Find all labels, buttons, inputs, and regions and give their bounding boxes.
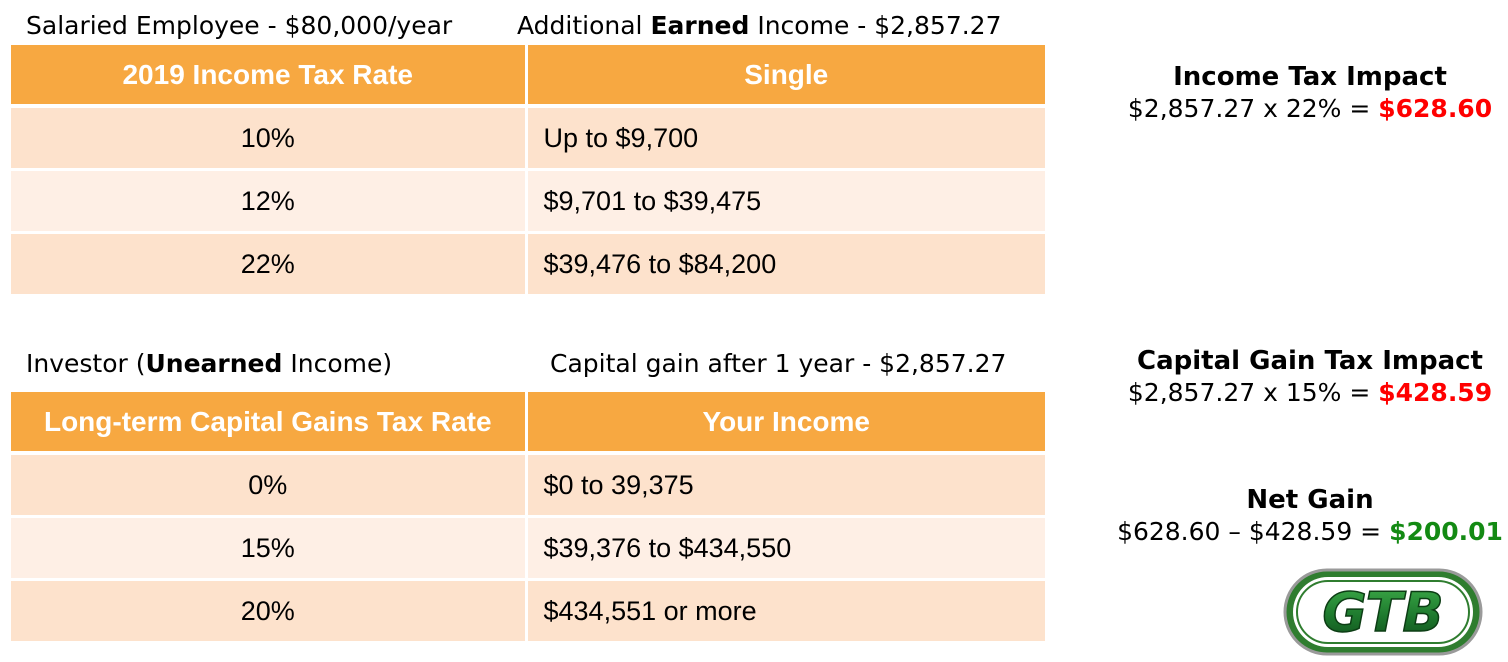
net-gain-result: $200.01 bbox=[1389, 517, 1503, 547]
capital-gain-caption: Capital gain after 1 year - $2,857.27 bbox=[550, 349, 1007, 378]
earned-income-caption bbox=[517, 13, 1001, 38]
investor-caption-post: Income) bbox=[282, 349, 393, 378]
investor-caption-bold: Unearned bbox=[145, 349, 283, 378]
range-cell: $0 to 39,375 bbox=[526, 453, 1045, 517]
range-cell: Up to $9,700 bbox=[526, 106, 1045, 170]
rate-cell: 12% bbox=[11, 170, 526, 233]
income-tax-impact bbox=[1112, 62, 1508, 126]
capital-gain-tax-impact bbox=[1112, 346, 1508, 410]
gtb-logo-text: GTB bbox=[1322, 581, 1444, 644]
earned-income-caption-bold: Earned bbox=[650, 11, 750, 40]
net-gain-formula-text: $628.60 – $428.59 = bbox=[1117, 517, 1390, 547]
column-header-rate: 2019 Income Tax Rate bbox=[11, 45, 526, 106]
net-gain-formula bbox=[1112, 516, 1508, 549]
rate-cell: 20% bbox=[11, 580, 526, 643]
table-row bbox=[11, 453, 1045, 517]
table-header-row bbox=[11, 45, 1045, 106]
income-tax-impact-formula bbox=[1112, 93, 1508, 126]
income-tax-impact-title: Income Tax Impact bbox=[1173, 62, 1447, 92]
range-cell: $434,551 or more bbox=[526, 580, 1045, 643]
investor-caption-pre: Investor ( bbox=[26, 349, 146, 378]
capital-gain-result: $428.59 bbox=[1378, 378, 1493, 408]
capital-gain-tax-impact-title: Capital Gain Tax Impact bbox=[1137, 346, 1483, 376]
column-header-single: Single bbox=[526, 45, 1045, 106]
table-header-row bbox=[11, 392, 1045, 453]
gtb-logo bbox=[1283, 567, 1483, 657]
net-gain bbox=[1112, 485, 1508, 549]
rate-cell: 15% bbox=[11, 517, 526, 580]
table-row bbox=[11, 580, 1045, 643]
net-gain-title: Net Gain bbox=[1246, 485, 1374, 515]
income-tax-table bbox=[11, 45, 1045, 297]
earned-income-caption-post: Income - $2,857.27 bbox=[749, 11, 1002, 40]
rate-cell: 22% bbox=[11, 233, 526, 296]
range-cell: $39,476 to $84,200 bbox=[526, 233, 1045, 296]
investor-caption bbox=[26, 351, 392, 376]
income-tax-result: $628.60 bbox=[1378, 94, 1493, 124]
table-row bbox=[11, 517, 1045, 580]
salaried-employee-caption: Salaried Employee - $80,000/year bbox=[26, 11, 453, 40]
table-row bbox=[11, 233, 1045, 296]
capital-gains-table bbox=[11, 392, 1045, 644]
range-cell: $9,701 to $39,475 bbox=[526, 170, 1045, 233]
column-header-rate: Long-term Capital Gains Tax Rate bbox=[11, 392, 526, 453]
column-header-income: Your Income bbox=[526, 392, 1045, 453]
income-tax-formula-text: $2,857.27 x 22% = bbox=[1127, 94, 1379, 124]
rate-cell: 10% bbox=[11, 106, 526, 170]
range-cell: $39,376 to $434,550 bbox=[526, 517, 1045, 580]
table-row bbox=[11, 106, 1045, 170]
capital-gain-tax-impact-formula bbox=[1112, 377, 1508, 410]
table-row bbox=[11, 170, 1045, 233]
earned-income-caption-pre: Additional bbox=[517, 11, 651, 40]
rate-cell: 0% bbox=[11, 453, 526, 517]
capital-gain-formula-text: $2,857.27 x 15% = bbox=[1127, 378, 1379, 408]
